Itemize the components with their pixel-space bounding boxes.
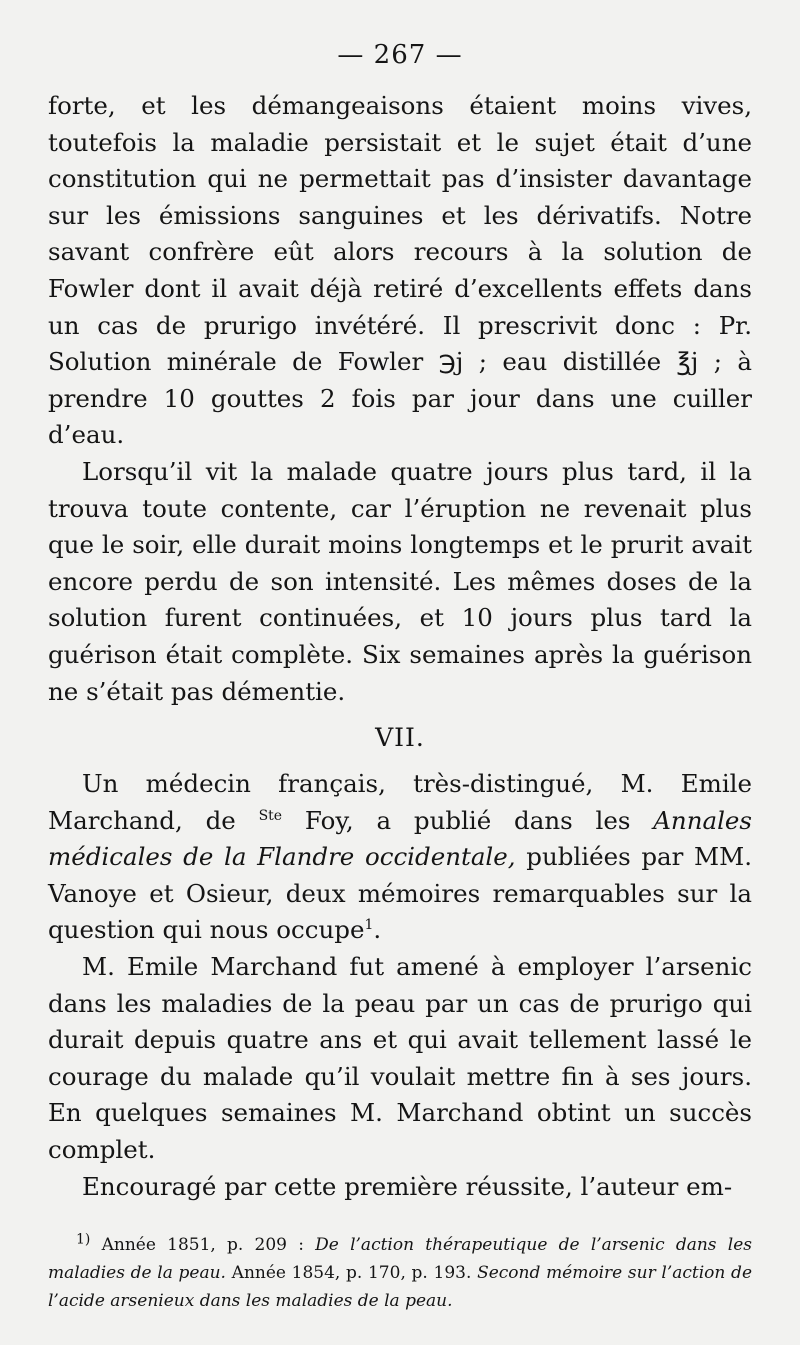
footnote-text: Année 1851, p. 209 : [90, 1235, 316, 1256]
page-number: — 267 — [337, 40, 463, 70]
footnote [48, 1231, 752, 1315]
text-run: Un médecin français, très-distingué, M. Emile Marchand, de [48, 769, 752, 835]
text-run: . [373, 915, 382, 945]
footnote-reference: 1 [364, 917, 374, 934]
paragraph: Encouragé par cette première réussite, l’auteur em- [82, 1171, 733, 1201]
footnote-title: De l’action thérapeutique de l’arsenic dans les maladies de la peau. [48, 1235, 752, 1284]
body-text [48, 88, 752, 1205]
footnote-text: Année 1854, p. 170, p. 193. [225, 1263, 478, 1284]
text-run: Foy, a publié dans les [282, 805, 654, 835]
superscript: Ste [258, 807, 283, 824]
footnote-title: Second mémoire sur l’action de l’acide arsenieux dans les maladies de la peau. [48, 1263, 752, 1312]
text-run: publiées par MM. Vanoye et Osieur, deux mémoires remarquables sur la question qui nous occupe [48, 842, 752, 945]
paragraph: M. Emile Marchand fut amené à employer l’arsenic dans les maladies de la peau par un cas de prurigo qui durait depuis quatre ans et qui avait tellement lassé le courage du malade qu’il voulait mettre fin à ses jours. En quelques semaines M. Marchand obtint un succès complet. [48, 952, 752, 1165]
footnotes [48, 1231, 752, 1315]
journal-title: Annales médicales de la Flandre occidentale, [48, 805, 752, 872]
paragraph: Lorsqu’il vit la malade quatre jours plus tard, il la trouva toute contente, car l’éruption ne revenait plus que le soir, elle durait moins longtemps et le prurit avait encore perdu de son intensité. Les mêmes doses de la solution furent continuées, et 10 jours plus tard la guérison était complète. Six semaines après la guérison ne s’était pas démentie. [48, 456, 752, 706]
paragraph-continuation: forte, et les démangeaisons étaient moins vives, toutefois la maladie persistait et le sujet était d’une constitution qui ne permettait pas d’insister davantage sur les émissions sanguines et les dérivatifs. Notre savant confrère eût alors recours à la solution de Fowler dont il avait déjà retiré d’excellents effets dans un cas de prurigo invétéré. Il prescrivit donc : Pr. Solution minérale de Fowler ℈j ; eau distillée ℥j ; à prendre 10 gouttes 2 fois par jour dans une cuiller d’eau. [48, 91, 752, 450]
section-heading: VII. [375, 723, 425, 753]
paragraph-marchand-intro [48, 766, 752, 949]
footnote-mark: 1) [76, 1231, 91, 1248]
